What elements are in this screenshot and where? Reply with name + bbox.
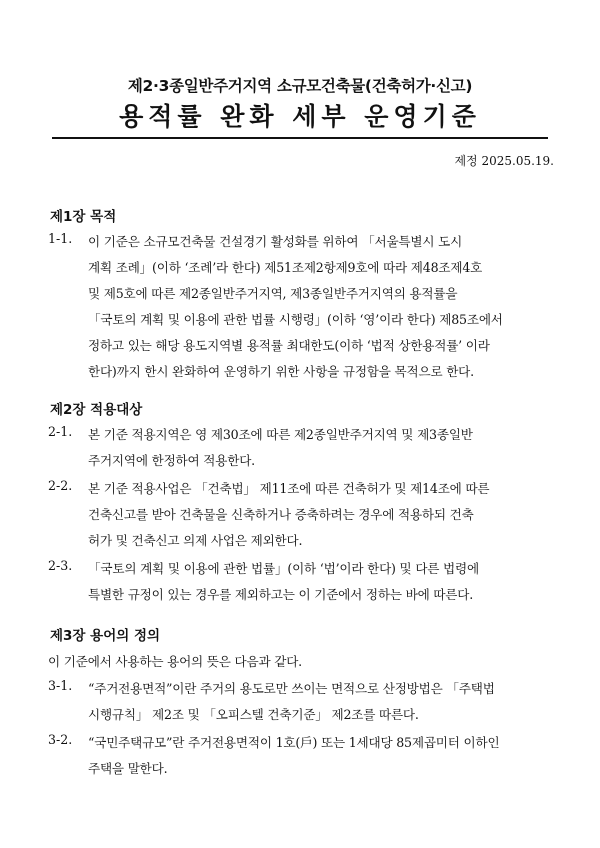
article-2-1-line: 주거지역에 한정하여 적용한다. [88, 453, 255, 468]
article-3-1-line: 시행규칙」 제2조 및 「오피스텔 건축기준」 제2조를 따른다. [88, 707, 419, 722]
article-1-1-line: 이 기준은 소규모건축물 건설경기 활성화를 위하여 「서울특별시 도시 [88, 234, 463, 249]
article-3-2-line: 주택을 말한다. [88, 761, 168, 776]
article-2-3-line: 특별한 규정이 있는 경우를 제외하고는 이 기준에서 정하는 바에 따른다. [88, 587, 474, 602]
article-3-1-number: 3-1. [48, 678, 73, 693]
article-2-2-number: 2-2. [48, 478, 73, 493]
article-1-1-number: 1-1. [48, 231, 73, 246]
title-text: 제2·3종일반주거지역 소규모건축물(건축허가·신고) [127, 77, 473, 95]
chapter-3-intro: 이 기준에서 사용하는 용어의 뜻은 다음과 같다. [48, 654, 302, 669]
article-1-1-line: 계획 조례」(이하 ‘조례’라 한다) 제51조제2항제9호에 따라 제48조제4호 [88, 260, 483, 275]
enactment-date: 제정 2025.05.19. [454, 154, 554, 168]
article-2-3-line: 「국토의 계획 및 이용에 관한 법률」(이하 ‘법’이라 한다) 및 다른 법령에 [88, 561, 479, 576]
article-1-1-line: 「국토의 계획 및 이용에 관한 법률 시행령」(이하 ‘영’이라 한다) 제85조에서 [88, 312, 503, 327]
document-title-line2 [0, 97, 600, 133]
article-2-2-line: 허가 및 건축신고 의제 사업은 제외한다. [88, 533, 303, 548]
chapter-2-title: 제2장 적용대상 [50, 402, 143, 418]
article-1-1-line: 및 제5호에 따른 제2종일반주거지역, 제3종일반주거지역의 용적률을 [88, 286, 458, 301]
article-1-1-line: 한다)까지 한시 완화하여 운영하기 위한 사항을 규정함을 목적으로 한다. [88, 364, 474, 379]
article-3-1-line: “주거전용면적”이란 주거의 용도로만 쓰이는 면적으로 산정방법은 「주택법 [88, 681, 495, 696]
document-title-line1 [0, 74, 600, 96]
article-2-1-number: 2-1. [48, 424, 73, 439]
article-1-1-line: 정하고 있는 해당 용도지역별 용적률 최대한도(이하 ‘법적 상한용적률’ 이라 [88, 338, 490, 353]
article-3-2-line: “국민주택규모”란 주거전용면적이 1호(戶) 또는 1세대당 85제곱미터 이하인 [88, 735, 500, 750]
article-2-2-line: 본 기준 적용사업은 「건축법」 제11조에 따른 건축허가 및 제14조에 따른 [88, 481, 490, 496]
title-text: 용적률 완화 세부 운영기준 [119, 102, 481, 131]
article-2-1-line: 본 기준 적용지역은 영 제30조에 따른 제2종일반주거지역 및 제3종일반 [88, 427, 473, 442]
article-3-2-number: 3-2. [48, 732, 73, 747]
article-2-3-number: 2-3. [48, 558, 73, 573]
chapter-3-title: 제3장 용어의 정의 [50, 628, 161, 644]
chapter-1-title: 제1장 목적 [50, 209, 117, 225]
article-2-2-line: 건축신고를 받아 건축물을 신축하거나 증축하려는 경우에 적용하되 건축 [88, 507, 474, 522]
title-underline [52, 137, 548, 139]
